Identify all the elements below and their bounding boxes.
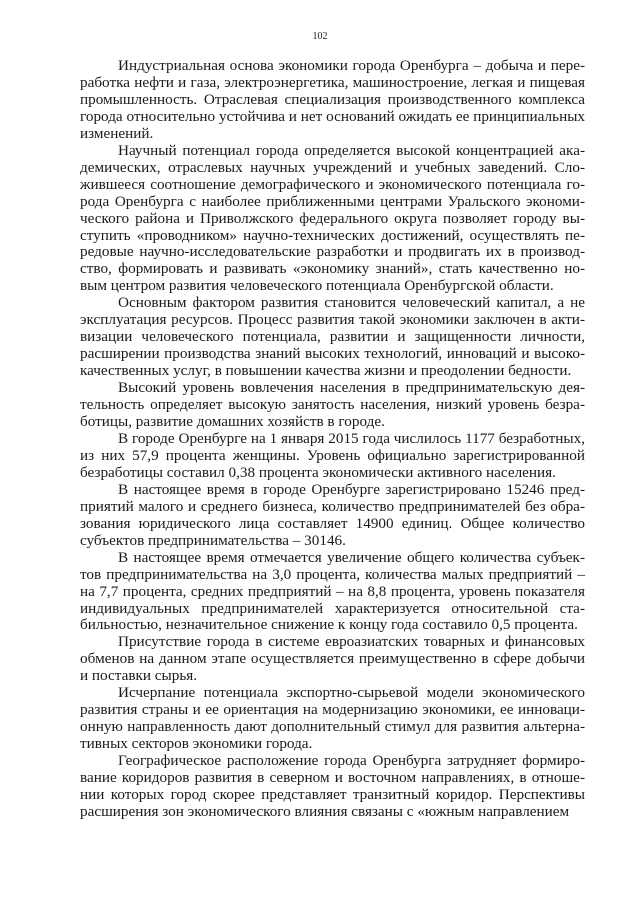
paragraph-scientific-potential: Научный потенциал города определяется высокой концентрацией академических, отраслевых научных учреждений и учебных заведений. Сложившееся соотношение демографического и экономического потенциала города Оренбурга с наиболее приближенными центрами Уральского экономического района и Приволжского федерального округа позволяет городу выступить «проводником» научно-технических достижений, осуществлять передовые научно-исследовательские разработки и продвигать их в производство, формировать и развивать «экономику знаний», стать качественно новым центром развития человеческого потенциала Оренбургской области. (80, 141, 585, 295)
paragraph-unemployment: В городе Оренбурге на 1 января 2015 года числилось 1177 безработных, из них 57,9 процента женщины. Уровень официально зарегистрированной безработицы составил 0,38 процента экономически активного населения. (80, 429, 585, 481)
paragraph-registered-businesses: В настоящее время в городе Оренбурге зарегистрировано 15246 предприятий малого и среднего бизнеса, количество предпринимателей без образования юридического лица составляет 14900 единиц. Общее количество субъектов предпринимательства – 30146. (80, 480, 585, 549)
paragraph-entrepreneurship: Высокий уровень вовлечения населения в предпринимательскую деятельность определяет высокую занятость населения, низкий уровень безработицы, развитие домашних хозяйств в городе. (80, 379, 585, 431)
paragraph-export-model: Исчерпание потенциала экспортно-сырьевой модели экономического развития страны и ее ориентация на модернизацию экономики, ее инновационную направленность дают дополнительный стимул для развития альтернативных секторов экономики города. (80, 684, 585, 753)
page-number: 102 (312, 31, 328, 42)
paragraph-eurasian-exchange: Присутствие города в системе евроазиатских товарных и финансовых обменов на данном этапе осуществляется преимущественно в сфере добычи и поставки сырья. (80, 633, 585, 685)
paragraph-geography: Географическое расположение города Оренбурга затрудняет формирование коридоров развития в северном и восточном направлениях, в отношении которых город скорее представляет транзитный коридор. Перспективы расширения зон экономического влияния связаны с «южным направлением (80, 752, 585, 820)
paragraph-business-growth: В настоящее время отмечается увеличение общего количества субъектов предпринимательства на 3,0 процента, количества малых предприятий – на 7,7 процента, средних предприятий – на 8,8 процента, уровень показателя индивидуальных предпринимателей характеризуется относительной стабильностью, незначительное снижение к концу года составило 0,5 процента. (80, 548, 585, 634)
body-text (80, 58, 585, 821)
paragraph-industrial-base: Индустриальная основа экономики города Оренбурга – добыча и переработка нефти и газа, электроэнергетика, машиностроение, легкая и пищевая промышленность. Отраслевая специализация производственного комплекса города относительно устойчива и нет оснований ожидать ее принципиальных изменений. (80, 57, 585, 142)
paragraph-human-capital: Основным фактором развития становится человеческий капитал, а не эксплуатация ресурсов. Процесс развития такой экономики заключен в активизации человеческого потенциала, развитии и защищенности личности, расширении производства знаний высоких технологий, инноваций и высококачественных услуг, в повышении качества жизни и преодолении бедности. (80, 294, 585, 380)
